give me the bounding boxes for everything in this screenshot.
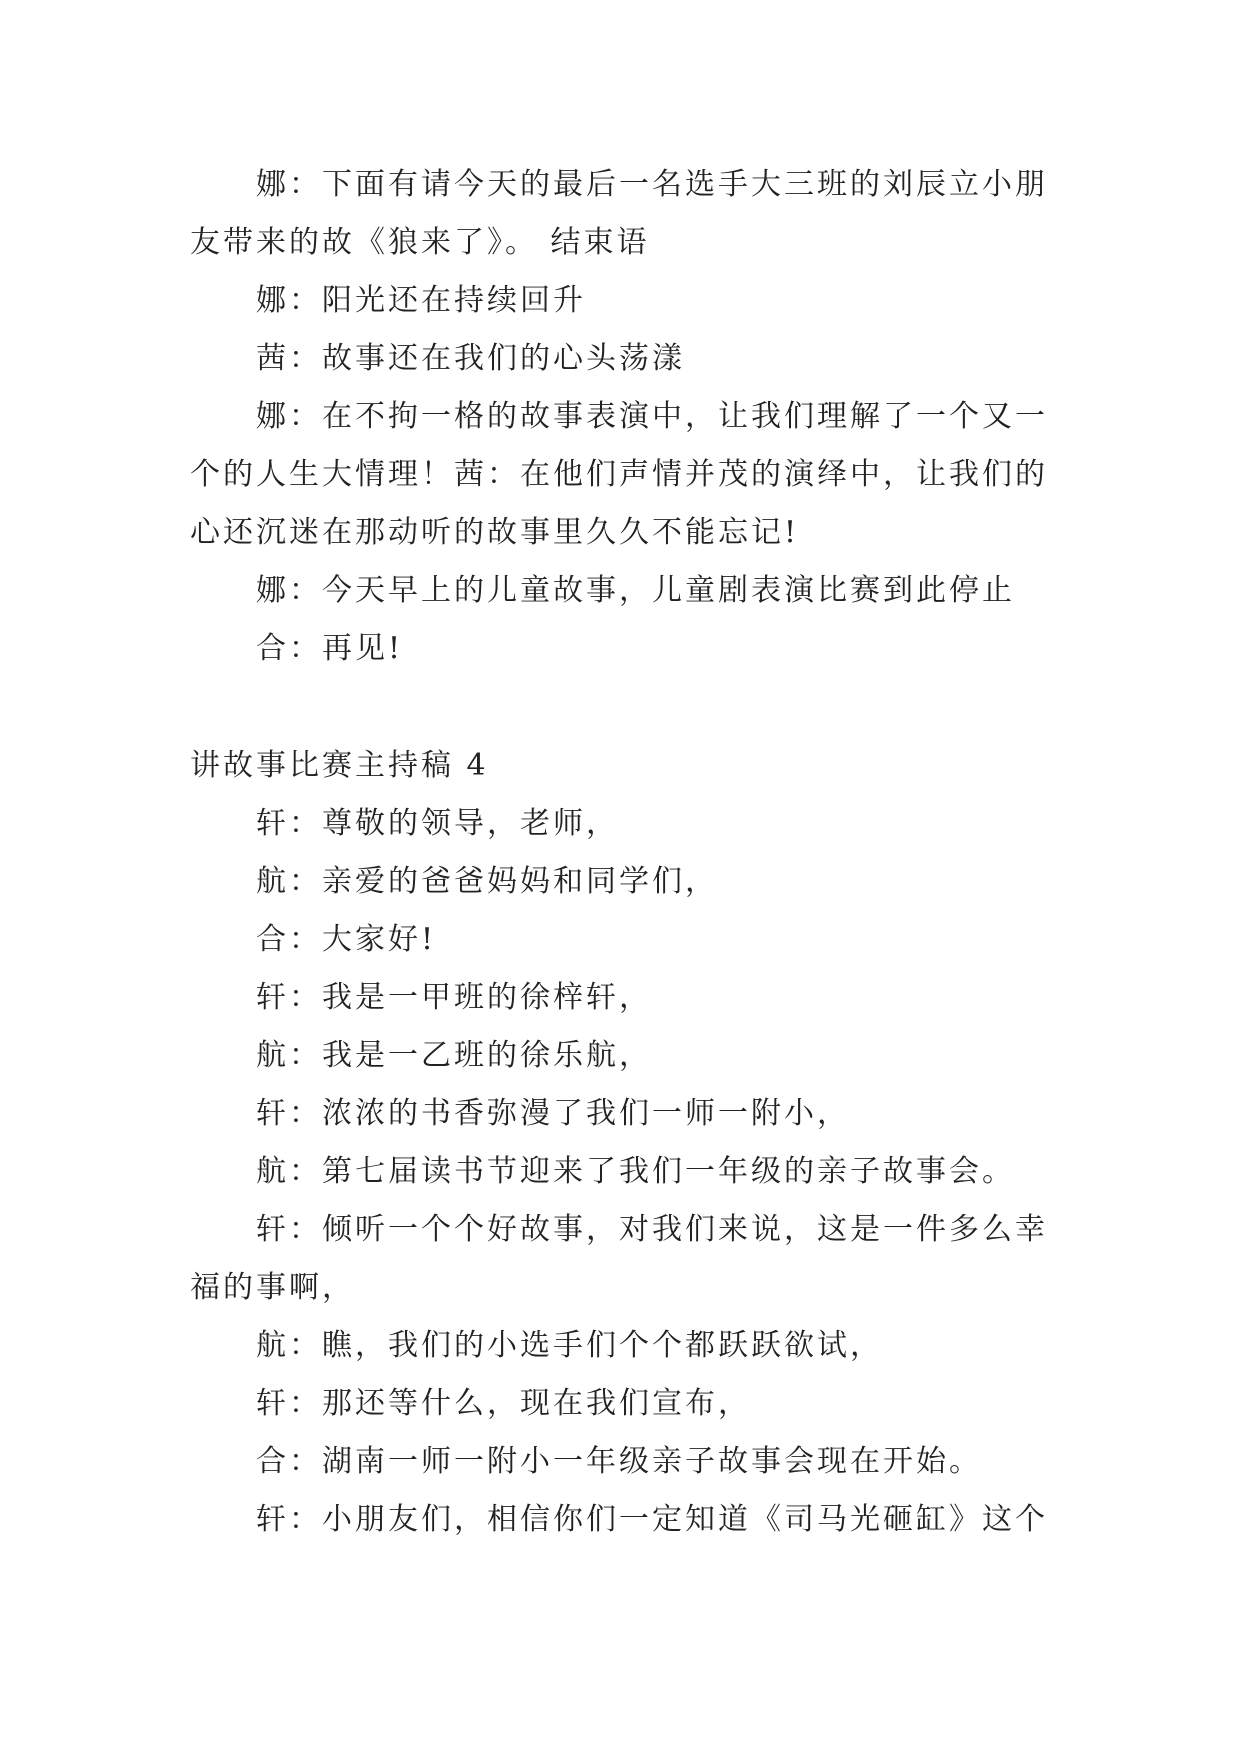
paragraph-line: 个的人生大情理！茜：在他们声情并茂的演绎中，让我们的	[190, 457, 1048, 492]
paragraph-line: 航：亲爱的爸爸妈妈和同学们，	[256, 864, 718, 899]
paragraph-line: 茜：故事还在我们的心头荡漾	[256, 341, 685, 376]
paragraph-line: 航：我是一乙班的徐乐航，	[256, 1038, 652, 1073]
paragraph-line: 合：再见!	[256, 631, 404, 666]
paragraph-line: 福的事啊，	[190, 1270, 355, 1305]
paragraph-line: 轩：尊敬的领导，老师，	[256, 806, 619, 841]
paragraph-line: 娜：在不拘一格的故事表演中，让我们理解了一个又一	[256, 399, 1048, 434]
paragraph-line: 合：湖南一师一附小一年级亲子故事会现在开始。	[256, 1444, 982, 1479]
paragraph-line: 娜：下面有请今天的最后一名选手大三班的刘辰立小朋	[256, 167, 1048, 202]
paragraph-line: 轩：倾听一个个好故事，对我们来说，这是一件多么幸	[256, 1212, 1048, 1247]
paragraph-line: 轩：我是一甲班的徐梓轩，	[256, 980, 652, 1015]
paragraph-line: 轩：那还等什么，现在我们宣布，	[256, 1386, 751, 1421]
paragraph-line: 航：瞧，我们的小选手们个个都跃跃欲试，	[256, 1328, 883, 1363]
paragraph-line: 轩：浓浓的书香弥漫了我们一师一附小，	[256, 1096, 850, 1131]
paragraph-line: 娜：今天早上的儿童故事，儿童剧表演比赛到此停止	[256, 573, 1015, 608]
paragraph-line: 轩：小朋友们，相信你们一定知道《司马光砸缸》这个	[256, 1502, 1048, 1537]
section-title: 讲故事比赛主持稿 4	[190, 748, 489, 783]
paragraph-line: 友带来的故《狼来了》。 结束语	[190, 225, 650, 260]
paragraph-line: 合：大家好!	[256, 922, 437, 957]
paragraph-line: 心还沉迷在那动听的故事里久久不能忘记!	[190, 515, 800, 550]
paragraph-line: 娜：阳光还在持续回升	[256, 283, 586, 318]
paragraph-line: 航：第七届读书节迎来了我们一年级的亲子故事会。	[256, 1154, 1015, 1189]
